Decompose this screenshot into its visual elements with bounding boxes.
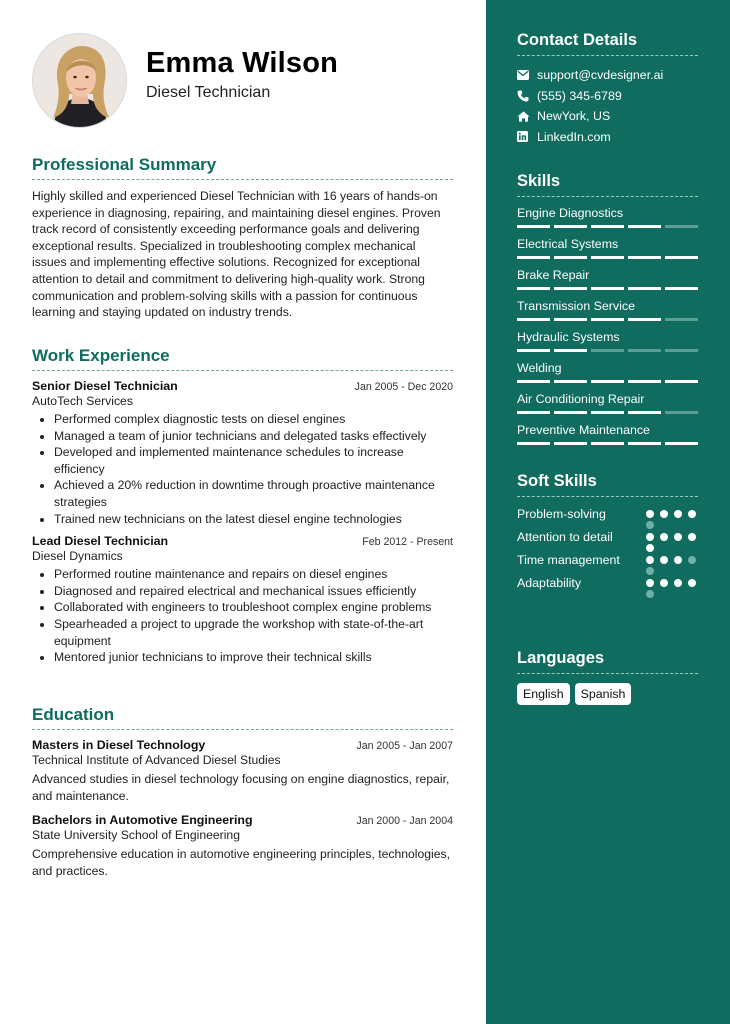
contact-location — [517, 106, 698, 127]
skill-name: Welding — [517, 361, 562, 375]
languages-list — [517, 683, 698, 705]
rating-dot — [688, 510, 696, 518]
summary-text: Highly skilled and experienced Diesel Technician with 16 years of hands-on experience in diagnosing, repairing, and maintaining diesel engines. Proven track record of consistently exceeding performance goals and delivering exceptional results. Specialized in troubleshooting complex mechanical issues and implementing effective solutions. Recognized for exceptional attention to detail and commitment to delivering high-quality work. Strong communication and problem-solving skills with a passion for continuous learning and staying updated on industry trends. — [32, 189, 441, 320]
skill-level-segment — [628, 349, 661, 352]
skill-name: Transmission Service — [517, 299, 635, 313]
degree-title: Bachelors in Automotive Engineering — [32, 813, 253, 828]
section-title-contact: Contact Details — [517, 31, 698, 56]
education-entry — [32, 813, 453, 879]
skill-level-bar — [517, 411, 698, 414]
list-item: Spearheaded a project to upgrade the workshop with state-of-the-art equipment — [40, 616, 453, 649]
skill-item — [517, 299, 698, 321]
skill-level-segment — [665, 349, 698, 352]
contact-phone[interactable] — [517, 86, 698, 107]
envelope-icon — [517, 70, 537, 80]
section-title-education: Education — [32, 705, 453, 730]
skill-item — [517, 206, 698, 228]
soft-skill-rating — [646, 575, 698, 598]
skill-level-segment — [591, 318, 624, 321]
rating-dot — [660, 510, 668, 518]
skill-level-bar — [517, 349, 698, 352]
soft-skills-list — [517, 506, 698, 598]
skill-level-bar — [517, 380, 698, 383]
sidebar — [486, 0, 730, 1024]
skill-level-segment — [591, 256, 624, 259]
skill-level-segment — [554, 225, 587, 228]
skill-level-segment — [665, 256, 698, 259]
rating-dot — [646, 567, 654, 575]
skill-level-segment — [628, 411, 661, 414]
rating-dot — [646, 544, 654, 552]
skill-name: Engine Diagnostics — [517, 206, 624, 220]
education-date: Jan 2000 - Jan 2004 — [356, 815, 453, 828]
job-title: Lead Diesel Technician — [32, 534, 169, 549]
education-date: Jan 2005 - Jan 2007 — [356, 740, 453, 752]
skill-level-segment — [665, 318, 698, 321]
list-item: Performed routine maintenance and repairs on diesel engines — [40, 566, 453, 583]
rating-dot — [660, 533, 668, 541]
education-description: Comprehensive education in automotive engineering principles, technologies, and practices. — [32, 847, 451, 878]
section-title-soft-skills: Soft Skills — [517, 472, 698, 497]
list-item: Developed and implemented maintenance schedules to increase efficiency — [40, 444, 453, 477]
work-experience-section — [32, 346, 453, 673]
skill-level-segment — [665, 380, 698, 383]
rating-dot — [646, 533, 654, 541]
list-item: Trained new technicians on the latest diesel engine technologies — [40, 511, 453, 528]
soft-skill-item — [517, 529, 698, 552]
avatar — [32, 33, 127, 128]
skill-level-segment — [591, 442, 624, 445]
skill-level-segment — [665, 287, 698, 290]
skill-level-segment — [554, 442, 587, 445]
job-date: Feb 2012 - Present — [362, 536, 453, 549]
skill-item — [517, 330, 698, 352]
school-name: Technical Institute of Advanced Diesel Studies — [32, 753, 281, 767]
soft-skills-section — [517, 472, 698, 598]
job-bullets — [32, 566, 453, 666]
rating-dot — [674, 533, 682, 541]
contact-location-text: NewYork, US — [537, 109, 611, 124]
rating-dot — [646, 556, 654, 564]
list-item: Achieved a 20% reduction in downtime through proactive maintenance strategies — [40, 477, 453, 510]
skill-level-segment — [517, 225, 550, 228]
skill-level-segment — [554, 287, 587, 290]
list-item: Mentored junior technicians to improve their technical skills — [40, 649, 453, 666]
skill-level-segment — [554, 380, 587, 383]
skill-level-bar — [517, 256, 698, 259]
skills-section — [517, 172, 698, 454]
skill-name: Brake Repair — [517, 268, 590, 282]
skill-level-segment — [591, 287, 624, 290]
skill-name: Hydraulic Systems — [517, 330, 620, 344]
soft-skill-name: Time management — [517, 553, 620, 567]
skill-name: Air Conditioning Repair — [517, 392, 645, 406]
job-title: Senior Diesel Technician — [32, 379, 178, 393]
list-item: Diagnosed and repaired electrical and mechanical issues efficiently — [40, 583, 453, 600]
rating-dot — [688, 533, 696, 541]
school-name: State University School of Engineering — [32, 828, 240, 843]
skill-level-bar — [517, 225, 698, 228]
contact-linkedin-text: LinkedIn.com — [537, 129, 611, 144]
skill-level-segment — [517, 411, 550, 414]
skill-level-segment — [591, 411, 624, 414]
skill-name: Electrical Systems — [517, 237, 619, 251]
job-bullets — [32, 411, 453, 527]
skill-level-segment — [628, 256, 661, 259]
language-tag: Spanish — [575, 683, 632, 705]
skill-level-segment — [517, 256, 550, 259]
soft-skill-rating — [646, 529, 698, 552]
list-item: Collaborated with engineers to troubleshoot complex engine problems — [40, 599, 453, 616]
skill-item — [517, 423, 698, 445]
professional-summary-section — [32, 155, 453, 321]
skill-item — [517, 392, 698, 414]
section-title-work: Work Experience — [32, 346, 453, 371]
section-title-languages: Languages — [517, 649, 698, 674]
list-item: Performed complex diagnostic tests on diesel engines — [40, 411, 453, 428]
rating-dot — [646, 579, 654, 587]
home-icon — [517, 111, 537, 122]
rating-dot — [688, 579, 696, 587]
skill-level-segment — [591, 225, 624, 228]
contact-phone-text: (555) 345-6789 — [537, 88, 622, 103]
soft-skill-item — [517, 575, 698, 598]
skill-level-segment — [665, 225, 698, 228]
job-company: AutoTech Services — [32, 394, 133, 408]
contact-section — [517, 31, 698, 147]
job-entry — [32, 379, 453, 527]
degree-title: Masters in Diesel Technology — [32, 738, 206, 752]
skill-item — [517, 361, 698, 383]
skill-level-segment — [628, 380, 661, 383]
rating-dot — [646, 521, 654, 529]
skill-level-segment — [517, 349, 550, 352]
skills-list — [517, 206, 698, 445]
rating-dot — [660, 579, 668, 587]
skill-name: Preventive Maintenance — [517, 423, 650, 437]
job-company: Diesel Dynamics — [32, 549, 123, 564]
rating-dot — [674, 510, 682, 518]
job-entry — [32, 534, 453, 666]
skill-level-bar — [517, 287, 698, 290]
contact-email-text: support@cvdesigner.ai — [537, 68, 664, 83]
skill-level-segment — [517, 318, 550, 321]
education-description: Advanced studies in diesel technology focusing on engine diagnostics, repair, and maintenance. — [32, 772, 450, 803]
skill-level-segment — [591, 349, 624, 352]
languages-section — [517, 649, 698, 705]
education-section — [32, 705, 453, 888]
language-tag: English — [517, 683, 570, 705]
soft-skill-item — [517, 506, 698, 529]
section-title-skills: Skills — [517, 172, 698, 197]
job-date: Jan 2005 - Dec 2020 — [354, 381, 453, 393]
list-item: Managed a team of junior technicians and delegated tasks effectively — [40, 428, 453, 445]
soft-skill-rating — [646, 506, 698, 529]
soft-skill-item — [517, 552, 698, 575]
skill-item — [517, 237, 698, 259]
skill-level-segment — [554, 349, 587, 352]
rating-dot — [646, 590, 654, 598]
rating-dot — [646, 510, 654, 518]
skill-level-segment — [517, 442, 550, 445]
phone-icon — [517, 90, 537, 102]
education-entry — [32, 738, 453, 804]
skill-level-segment — [517, 287, 550, 290]
skill-level-segment — [628, 225, 661, 228]
rating-dot — [688, 556, 696, 564]
skill-level-segment — [554, 411, 587, 414]
soft-skill-name: Problem-solving — [517, 507, 606, 521]
skill-level-segment — [665, 411, 698, 414]
skill-level-segment — [517, 380, 550, 383]
skill-level-segment — [628, 318, 661, 321]
section-title-summary: Professional Summary — [32, 155, 453, 180]
skill-level-segment — [628, 287, 661, 290]
skill-level-segment — [554, 256, 587, 259]
skill-level-bar — [517, 442, 698, 445]
skill-level-segment — [628, 442, 661, 445]
soft-skill-name: Attention to detail — [517, 530, 613, 544]
skill-level-bar — [517, 318, 698, 321]
skill-level-segment — [591, 380, 624, 383]
rating-dot — [674, 556, 682, 564]
contact-email[interactable] — [517, 65, 698, 86]
rating-dot — [660, 556, 668, 564]
skill-level-segment — [554, 318, 587, 321]
rating-dot — [674, 579, 682, 587]
resume-header — [32, 33, 452, 128]
candidate-name: Emma Wilson — [146, 47, 339, 79]
soft-skill-name: Adaptability — [517, 576, 582, 590]
skill-level-segment — [665, 442, 698, 445]
candidate-role: Diesel Technician — [146, 84, 271, 101]
profile-photo — [33, 34, 127, 128]
soft-skill-rating — [646, 552, 698, 575]
skill-item — [517, 268, 698, 290]
linkedin-icon — [517, 131, 537, 142]
contact-linkedin[interactable] — [517, 127, 698, 148]
